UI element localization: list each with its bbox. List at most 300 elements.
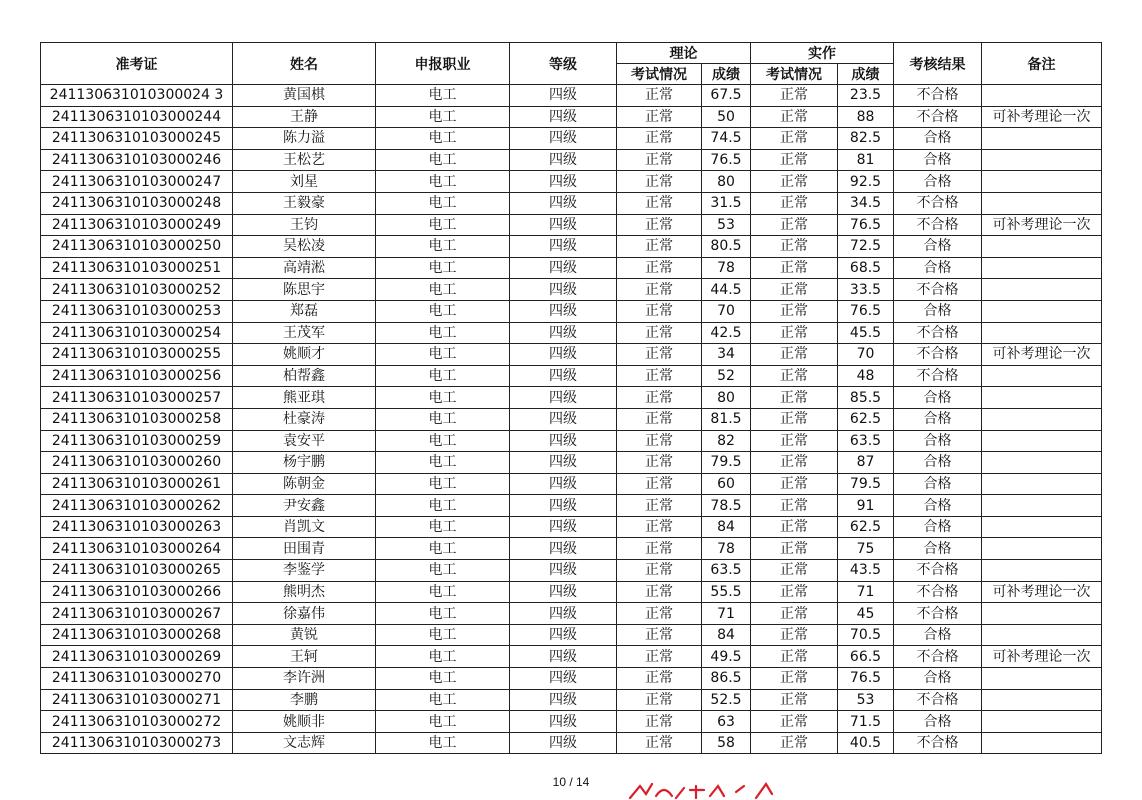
level-cell: 四级: [510, 344, 617, 366]
name-cell: 高靖淞: [233, 257, 376, 279]
table-row: [41, 300, 1102, 322]
practice-score-cell: 72.5: [838, 236, 894, 258]
practice-status-cell: 正常: [751, 236, 838, 258]
level-cell: 四级: [510, 279, 617, 301]
admission-number-cell: 2411306310103000255: [41, 344, 233, 366]
practice-score-cell: 70: [838, 344, 894, 366]
practice-status-cell: 正常: [751, 581, 838, 603]
table-header: [41, 43, 1102, 85]
occupation-cell: 电工: [376, 149, 510, 171]
level-cell: 四级: [510, 128, 617, 150]
remark-cell: [982, 365, 1102, 387]
result-cell: 合格: [894, 495, 982, 517]
result-cell: 合格: [894, 538, 982, 560]
table-row: [41, 732, 1102, 754]
theory-status-cell: 正常: [617, 387, 702, 409]
practice-score-cell: 92.5: [838, 171, 894, 193]
remark-cell: [982, 300, 1102, 322]
theory-status-cell: 正常: [617, 85, 702, 107]
result-cell: 不合格: [894, 581, 982, 603]
name-cell: 陈朝金: [233, 473, 376, 495]
occupation-cell: 电工: [376, 214, 510, 236]
practice-score-cell: 45.5: [838, 322, 894, 344]
results-table: [40, 42, 1102, 754]
practice-status-cell: 正常: [751, 171, 838, 193]
occupation-cell: 电工: [376, 279, 510, 301]
admission-number-cell: 2411306310103000261: [41, 473, 233, 495]
theory-score-cell: 60: [702, 473, 751, 495]
name-cell: 熊亚琪: [233, 387, 376, 409]
name-cell: 熊明杰: [233, 581, 376, 603]
admission-number-cell: 2411306310103000264: [41, 538, 233, 560]
theory-status-cell: 正常: [617, 257, 702, 279]
level-cell: 四级: [510, 646, 617, 668]
practice-status-cell: 正常: [751, 689, 838, 711]
practice-score-cell: 63.5: [838, 430, 894, 452]
table-row: [41, 452, 1102, 474]
practice-status-cell: 正常: [751, 106, 838, 128]
occupation-cell: 电工: [376, 85, 510, 107]
remark-cell: [982, 430, 1102, 452]
practice-score-cell: 68.5: [838, 257, 894, 279]
theory-score-cell: 42.5: [702, 322, 751, 344]
result-cell: 不合格: [894, 603, 982, 625]
table-body: [41, 85, 1102, 754]
admission-number-cell: 2411306310103000253: [41, 300, 233, 322]
name-cell: 李鉴学: [233, 560, 376, 582]
level-cell: 四级: [510, 171, 617, 193]
table-row: [41, 106, 1102, 128]
theory-status-cell: 正常: [617, 236, 702, 258]
name-cell: 王轲: [233, 646, 376, 668]
theory-score-cell: 80.5: [702, 236, 751, 258]
occupation-cell: 电工: [376, 668, 510, 690]
name-cell: 黄锐: [233, 624, 376, 646]
remark-cell: [982, 387, 1102, 409]
result-cell: 合格: [894, 128, 982, 150]
level-cell: 四级: [510, 300, 617, 322]
result-cell: 合格: [894, 387, 982, 409]
level-cell: 四级: [510, 538, 617, 560]
theory-score-cell: 52: [702, 365, 751, 387]
admission-number-cell: 2411306310103000245: [41, 128, 233, 150]
table-row: [41, 192, 1102, 214]
occupation-cell: 电工: [376, 257, 510, 279]
practice-score-cell: 62.5: [838, 516, 894, 538]
level-cell: 四级: [510, 149, 617, 171]
practice-score-cell: 23.5: [838, 85, 894, 107]
practice-status-cell: 正常: [751, 322, 838, 344]
header-practice-score: 成绩: [838, 64, 894, 85]
theory-score-cell: 31.5: [702, 192, 751, 214]
level-cell: 四级: [510, 624, 617, 646]
theory-score-cell: 49.5: [702, 646, 751, 668]
practice-status-cell: 正常: [751, 646, 838, 668]
practice-status-cell: 正常: [751, 495, 838, 517]
name-cell: 袁安平: [233, 430, 376, 452]
admission-number-cell: 2411306310103000260: [41, 452, 233, 474]
level-cell: 四级: [510, 495, 617, 517]
occupation-cell: 电工: [376, 495, 510, 517]
level-cell: 四级: [510, 236, 617, 258]
theory-score-cell: 76.5: [702, 149, 751, 171]
table-row: [41, 624, 1102, 646]
admission-number-cell: 2411306310103000259: [41, 430, 233, 452]
practice-status-cell: 正常: [751, 668, 838, 690]
practice-score-cell: 82.5: [838, 128, 894, 150]
result-cell: 不合格: [894, 344, 982, 366]
practice-status-cell: 正常: [751, 257, 838, 279]
header-level: 等级: [510, 43, 617, 85]
occupation-cell: 电工: [376, 192, 510, 214]
name-cell: 陈力溢: [233, 128, 376, 150]
result-cell: 合格: [894, 624, 982, 646]
name-cell: 王毅豪: [233, 192, 376, 214]
practice-status-cell: 正常: [751, 473, 838, 495]
remark-cell: [982, 560, 1102, 582]
header-theory-score: 成绩: [702, 64, 751, 85]
admission-number-cell: 2411306310103000263: [41, 516, 233, 538]
admission-number-cell: 2411306310103000258: [41, 408, 233, 430]
remark-cell: [982, 732, 1102, 754]
admission-number-cell: 2411306310103000268: [41, 624, 233, 646]
theory-score-cell: 71: [702, 603, 751, 625]
result-cell: 不合格: [894, 214, 982, 236]
theory-score-cell: 79.5: [702, 452, 751, 474]
level-cell: 四级: [510, 711, 617, 733]
name-cell: 王茂军: [233, 322, 376, 344]
level-cell: 四级: [510, 85, 617, 107]
occupation-cell: 电工: [376, 560, 510, 582]
level-cell: 四级: [510, 581, 617, 603]
occupation-cell: 电工: [376, 322, 510, 344]
remark-cell: [982, 668, 1102, 690]
occupation-cell: 电工: [376, 646, 510, 668]
practice-score-cell: 91: [838, 495, 894, 517]
remark-cell: [982, 279, 1102, 301]
remark-cell: [982, 689, 1102, 711]
header-result: 考核结果: [894, 43, 982, 85]
practice-score-cell: 33.5: [838, 279, 894, 301]
theory-status-cell: 正常: [617, 516, 702, 538]
theory-status-cell: 正常: [617, 344, 702, 366]
theory-status-cell: 正常: [617, 711, 702, 733]
theory-score-cell: 63: [702, 711, 751, 733]
theory-score-cell: 55.5: [702, 581, 751, 603]
remark-cell: 可补考理论一次: [982, 581, 1102, 603]
remark-cell: [982, 452, 1102, 474]
theory-score-cell: 81.5: [702, 408, 751, 430]
result-cell: 合格: [894, 452, 982, 474]
result-cell: 不合格: [894, 106, 982, 128]
practice-status-cell: 正常: [751, 624, 838, 646]
theory-status-cell: 正常: [617, 495, 702, 517]
table-row: [41, 171, 1102, 193]
theory-status-cell: 正常: [617, 452, 702, 474]
table-row: [41, 408, 1102, 430]
table-row: [41, 85, 1102, 107]
remark-cell: [982, 85, 1102, 107]
result-cell: 合格: [894, 257, 982, 279]
level-cell: 四级: [510, 603, 617, 625]
practice-score-cell: 71.5: [838, 711, 894, 733]
theory-status-cell: 正常: [617, 214, 702, 236]
result-cell: 合格: [894, 300, 982, 322]
theory-status-cell: 正常: [617, 560, 702, 582]
table-row: [41, 668, 1102, 690]
remark-cell: [982, 538, 1102, 560]
theory-score-cell: 80: [702, 387, 751, 409]
theory-score-cell: 44.5: [702, 279, 751, 301]
practice-score-cell: 34.5: [838, 192, 894, 214]
table-row: [41, 387, 1102, 409]
theory-status-cell: 正常: [617, 689, 702, 711]
theory-status-cell: 正常: [617, 668, 702, 690]
practice-score-cell: 53: [838, 689, 894, 711]
name-cell: 王松艺: [233, 149, 376, 171]
practice-score-cell: 62.5: [838, 408, 894, 430]
practice-score-cell: 45: [838, 603, 894, 625]
practice-score-cell: 88: [838, 106, 894, 128]
result-cell: 不合格: [894, 689, 982, 711]
name-cell: 李鹏: [233, 689, 376, 711]
result-cell: 不合格: [894, 85, 982, 107]
remark-cell: 可补考理论一次: [982, 106, 1102, 128]
table-row: [41, 711, 1102, 733]
name-cell: 文志辉: [233, 732, 376, 754]
theory-score-cell: 84: [702, 624, 751, 646]
theory-score-cell: 50: [702, 106, 751, 128]
admission-number-cell: 2411306310103000251: [41, 257, 233, 279]
practice-score-cell: 85.5: [838, 387, 894, 409]
theory-score-cell: 78: [702, 538, 751, 560]
occupation-cell: 电工: [376, 387, 510, 409]
header-name: 姓名: [233, 43, 376, 85]
practice-score-cell: 71: [838, 581, 894, 603]
occupation-cell: 电工: [376, 516, 510, 538]
theory-score-cell: 74.5: [702, 128, 751, 150]
theory-status-cell: 正常: [617, 646, 702, 668]
practice-score-cell: 79.5: [838, 473, 894, 495]
admission-number-cell: 2411306310103000249: [41, 214, 233, 236]
remark-cell: [982, 257, 1102, 279]
theory-status-cell: 正常: [617, 171, 702, 193]
name-cell: 尹安鑫: [233, 495, 376, 517]
practice-score-cell: 48: [838, 365, 894, 387]
theory-status-cell: 正常: [617, 279, 702, 301]
result-cell: 不合格: [894, 322, 982, 344]
name-cell: 徐嘉伟: [233, 603, 376, 625]
theory-status-cell: 正常: [617, 430, 702, 452]
table-row: [41, 279, 1102, 301]
theory-score-cell: 82: [702, 430, 751, 452]
remark-cell: [982, 495, 1102, 517]
practice-status-cell: 正常: [751, 85, 838, 107]
result-cell: 合格: [894, 236, 982, 258]
remark-cell: [982, 236, 1102, 258]
occupation-cell: 电工: [376, 689, 510, 711]
admission-number-cell: 2411306310103000257: [41, 387, 233, 409]
name-cell: 姚顺才: [233, 344, 376, 366]
theory-status-cell: 正常: [617, 365, 702, 387]
theory-status-cell: 正常: [617, 300, 702, 322]
level-cell: 四级: [510, 387, 617, 409]
practice-score-cell: 76.5: [838, 668, 894, 690]
result-cell: 合格: [894, 668, 982, 690]
occupation-cell: 电工: [376, 711, 510, 733]
theory-score-cell: 78.5: [702, 495, 751, 517]
practice-status-cell: 正常: [751, 538, 838, 560]
remark-cell: [982, 711, 1102, 733]
result-cell: 合格: [894, 711, 982, 733]
theory-score-cell: 34: [702, 344, 751, 366]
theory-status-cell: 正常: [617, 624, 702, 646]
practice-status-cell: 正常: [751, 516, 838, 538]
header-theory: 理论: [617, 43, 751, 64]
occupation-cell: 电工: [376, 365, 510, 387]
theory-status-cell: 正常: [617, 192, 702, 214]
practice-status-cell: 正常: [751, 300, 838, 322]
table-row: [41, 214, 1102, 236]
theory-status-cell: 正常: [617, 408, 702, 430]
admission-number-cell: 2411306310103000266: [41, 581, 233, 603]
remark-cell: [982, 408, 1102, 430]
theory-score-cell: 84: [702, 516, 751, 538]
theory-status-cell: 正常: [617, 603, 702, 625]
practice-status-cell: 正常: [751, 560, 838, 582]
admission-number-cell: 2411306310103000247: [41, 171, 233, 193]
practice-status-cell: 正常: [751, 279, 838, 301]
theory-status-cell: 正常: [617, 732, 702, 754]
occupation-cell: 电工: [376, 581, 510, 603]
name-cell: 郑磊: [233, 300, 376, 322]
theory-score-cell: 67.5: [702, 85, 751, 107]
occupation-cell: 电工: [376, 732, 510, 754]
practice-status-cell: 正常: [751, 408, 838, 430]
level-cell: 四级: [510, 214, 617, 236]
theory-status-cell: 正常: [617, 538, 702, 560]
practice-status-cell: 正常: [751, 711, 838, 733]
admission-number-cell: 2411306310103000252: [41, 279, 233, 301]
remark-cell: [982, 322, 1102, 344]
table-row: [41, 128, 1102, 150]
level-cell: 四级: [510, 192, 617, 214]
practice-status-cell: 正常: [751, 430, 838, 452]
result-cell: 合格: [894, 473, 982, 495]
table-row: [41, 560, 1102, 582]
theory-status-cell: 正常: [617, 149, 702, 171]
admission-number-cell: 2411306310103000244: [41, 106, 233, 128]
name-cell: 田围青: [233, 538, 376, 560]
level-cell: 四级: [510, 106, 617, 128]
occupation-cell: 电工: [376, 473, 510, 495]
name-cell: 肖凯文: [233, 516, 376, 538]
theory-score-cell: 86.5: [702, 668, 751, 690]
theory-status-cell: 正常: [617, 128, 702, 150]
header-occupation: 申报职业: [376, 43, 510, 85]
admission-number-cell: 2411306310103000248: [41, 192, 233, 214]
admission-number-cell: 2411306310103000246: [41, 149, 233, 171]
table-row: [41, 257, 1102, 279]
level-cell: 四级: [510, 560, 617, 582]
theory-score-cell: 78: [702, 257, 751, 279]
admission-number-cell: 2411306310103000262: [41, 495, 233, 517]
remark-cell: [982, 473, 1102, 495]
occupation-cell: 电工: [376, 344, 510, 366]
remark-cell: [982, 516, 1102, 538]
theory-status-cell: 正常: [617, 473, 702, 495]
page-number: 10 / 14: [552, 775, 590, 789]
name-cell: 黄国棋: [233, 85, 376, 107]
table-row: [41, 473, 1102, 495]
table-row: [41, 495, 1102, 517]
remark-cell: [982, 624, 1102, 646]
occupation-cell: 电工: [376, 236, 510, 258]
result-cell: 不合格: [894, 365, 982, 387]
practice-score-cell: 66.5: [838, 646, 894, 668]
occupation-cell: 电工: [376, 603, 510, 625]
theory-score-cell: 70: [702, 300, 751, 322]
result-cell: 合格: [894, 171, 982, 193]
official-seal: [626, 782, 786, 800]
name-cell: 姚顺非: [233, 711, 376, 733]
occupation-cell: 电工: [376, 430, 510, 452]
admission-number-cell: 2411306310103000265: [41, 560, 233, 582]
occupation-cell: 电工: [376, 171, 510, 193]
header-remark: 备注: [982, 43, 1102, 85]
header-theory-status: 考试情况: [617, 64, 702, 85]
occupation-cell: 电工: [376, 408, 510, 430]
practice-status-cell: 正常: [751, 387, 838, 409]
remark-cell: [982, 603, 1102, 625]
level-cell: 四级: [510, 452, 617, 474]
remark-cell: [982, 171, 1102, 193]
practice-status-cell: 正常: [751, 192, 838, 214]
result-cell: 不合格: [894, 646, 982, 668]
theory-score-cell: 63.5: [702, 560, 751, 582]
practice-status-cell: 正常: [751, 732, 838, 754]
table-row: [41, 430, 1102, 452]
table-row: [41, 581, 1102, 603]
name-cell: 王钧: [233, 214, 376, 236]
name-cell: 吴松凌: [233, 236, 376, 258]
practice-status-cell: 正常: [751, 603, 838, 625]
practice-status-cell: 正常: [751, 452, 838, 474]
header-practice: 实作: [751, 43, 894, 64]
result-cell: 不合格: [894, 192, 982, 214]
occupation-cell: 电工: [376, 624, 510, 646]
practice-score-cell: 70.5: [838, 624, 894, 646]
practice-status-cell: 正常: [751, 128, 838, 150]
table-row: [41, 516, 1102, 538]
admission-number-cell: 2411306310103000270: [41, 668, 233, 690]
level-cell: 四级: [510, 668, 617, 690]
remark-cell: [982, 192, 1102, 214]
occupation-cell: 电工: [376, 452, 510, 474]
name-cell: 杨宇鹏: [233, 452, 376, 474]
admission-number-cell: 2411306310103000267: [41, 603, 233, 625]
result-cell: 合格: [894, 149, 982, 171]
theory-score-cell: 80: [702, 171, 751, 193]
level-cell: 四级: [510, 516, 617, 538]
theory-score-cell: 52.5: [702, 689, 751, 711]
theory-score-cell: 53: [702, 214, 751, 236]
admission-number-cell: 241130631010300024 3: [41, 85, 233, 107]
name-cell: 柏帮鑫: [233, 365, 376, 387]
table-row: [41, 149, 1102, 171]
occupation-cell: 电工: [376, 106, 510, 128]
level-cell: 四级: [510, 322, 617, 344]
